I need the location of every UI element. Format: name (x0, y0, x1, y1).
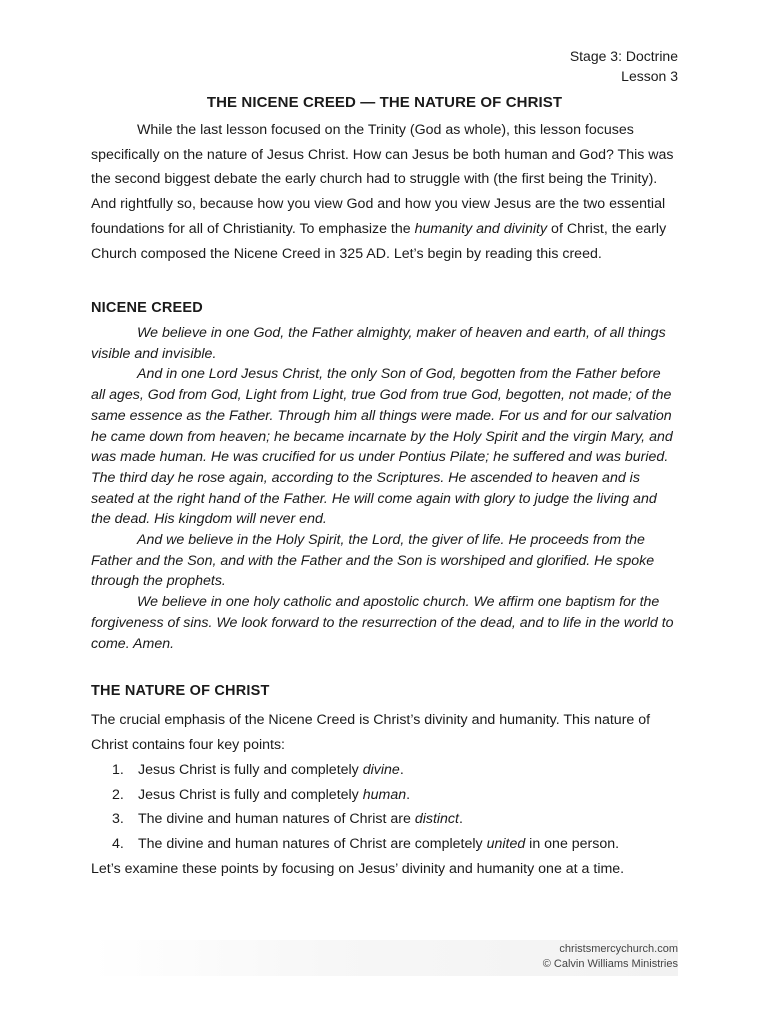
page-title: THE NICENE CREED — THE NATURE OF CHRIST (206, 94, 563, 111)
creed-heading: NICENE CREED (91, 300, 203, 316)
footer-website: christsmercychurch.com (559, 943, 678, 955)
intro-emphasis: humanity and divinity (414, 220, 548, 237)
creed-paragraph: We believe in one God, the Father almighty, maker of heaven and earth, of all things visible and invisible. (91, 325, 666, 362)
creed-text (91, 323, 678, 654)
list-item: 1. Jesus Christ is fully and completely divine. (112, 762, 404, 778)
creed-paragraph: And we believe in the Holy Spirit, the Lord, the giver of life. He proceeds from the Father and the Son, and with the Father and the Son is worshiped and glorified. He spoke through the prophets. (91, 532, 655, 590)
list-item: 4. The divine and human natures of Christ are completely united in one person. (112, 836, 620, 853)
lesson-label: Lesson 3 (621, 68, 678, 84)
intro-paragraph (91, 118, 678, 266)
list-item: 2. Jesus Christ is fully and completely human. (112, 786, 411, 803)
closing-sentence: Let’s examine these points by focusing on Jesus’ divinity and humanity one at a time. (91, 861, 625, 877)
footer-copyright: © Calvin Williams Ministries (542, 958, 678, 970)
list-item: 3. The divine and human natures of Christ are distinct. (112, 811, 463, 828)
footer-text (543, 942, 678, 972)
key-points-list (91, 758, 691, 857)
stage-label: Stage 3: Doctrine (569, 48, 678, 64)
page-footer (91, 940, 678, 976)
creed-paragraph: We believe in one holy catholic and apostolic church. We affirm one baptism for the forgiveness of sins. We look forward to the resurrection of the dead, and to life in the world to come. Amen. (91, 594, 674, 652)
intro-text-1: While the last lesson focused on the Trinity (God as whole), this lesson focuses specifically on the nature of Jesus Christ. How can Jesus be both human and God? This was the second biggest debate the early church had to struggle with (the first being the Trinity). And rightfully so, because how you view God and how you view Jesus are the two essential foundations for all of Christianity. To emphasize the (91, 122, 674, 237)
nature-intro: The crucial emphasis of the Nicene Creed is Christ’s divinity and humanity. This nature of Christ contains four key points: (91, 712, 651, 753)
creed-paragraph: And in one Lord Jesus Christ, the only Son of God, begotten from the Father before all ages, God from God, Light from Light, true God from true God, begotten, not made; of the same essence as the Father. Through him all things were made. For us and for our salvation he came down from heaven; he became incarnate by the Holy Spirit and the virgin Mary, and was made human. He was crucified for us under Pontius Pilate; he suffered and was buried. The third day he rose again, according to the Scriptures. He ascended to heaven and is seated at the right hand of the Father. He will come again with glory to judge the living and the dead. His kingdom will never end. (91, 366, 673, 528)
nature-heading: THE NATURE OF CHRIST (91, 683, 270, 699)
intro-text-2: of Christ, the early Church composed the Nicene Creed in 325 AD. Let’s begin by reading this creed. (91, 220, 667, 262)
stage-header (570, 46, 678, 86)
